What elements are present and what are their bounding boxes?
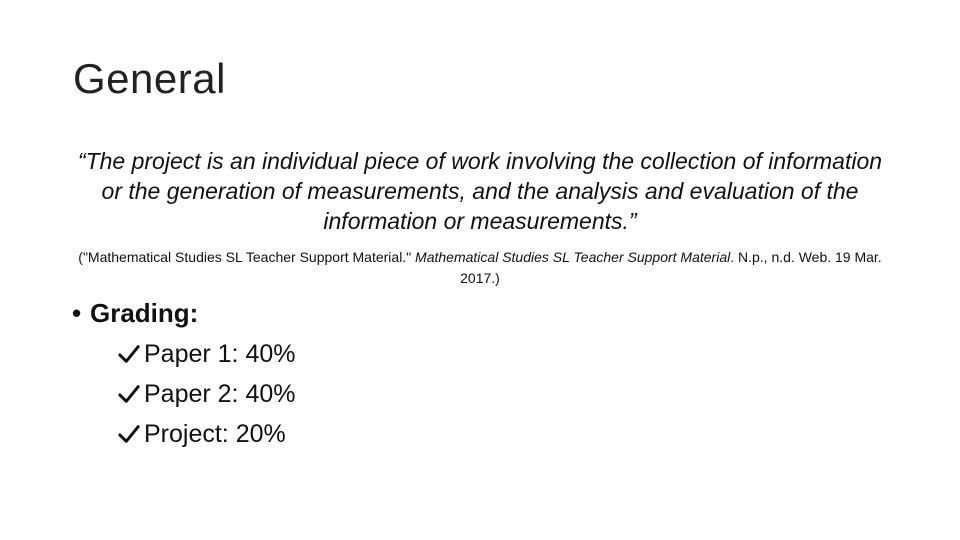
grading-label: Grading: bbox=[90, 298, 199, 328]
list-item bbox=[118, 414, 296, 454]
citation bbox=[60, 247, 900, 289]
slide-title: General bbox=[73, 55, 226, 102]
quote-text: “The project is an individual piece of work involving the collection of information or the generation of measurements, and the analysis and evaluation of the information or measurements.” bbox=[77, 148, 883, 234]
grading-heading bbox=[72, 296, 296, 330]
grading-section bbox=[72, 296, 296, 454]
list-item bbox=[118, 334, 296, 374]
check-icon bbox=[118, 343, 140, 365]
citation-part1: ("Mathematical Studies SL Teacher Support Material." bbox=[78, 249, 416, 265]
grading-list bbox=[118, 334, 296, 454]
grading-item-text: Paper 1: 40% bbox=[144, 340, 296, 368]
list-item bbox=[118, 374, 296, 414]
grading-item-text: Paper 2: 40% bbox=[144, 380, 296, 408]
check-icon bbox=[118, 423, 140, 445]
bullet-icon: • bbox=[72, 298, 82, 328]
grading-item-text: Project: 20% bbox=[144, 420, 286, 448]
citation-source-title: Mathematical Studies SL Teacher Support Material bbox=[415, 249, 731, 265]
citation-part3: . N.p., n.d. Web. 19 Mar. 2017.) bbox=[460, 249, 882, 286]
check-icon bbox=[118, 383, 140, 405]
